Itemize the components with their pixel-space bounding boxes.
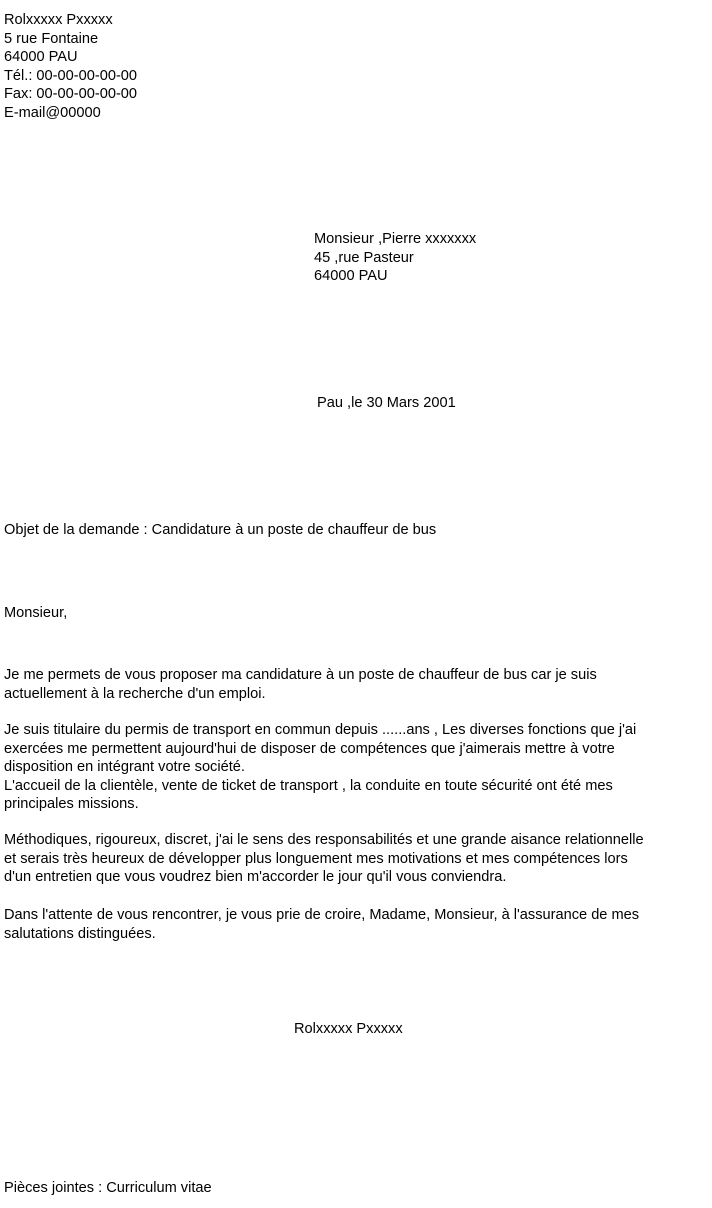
body-paragraph-1	[4, 666, 710, 703]
sender-address	[4, 11, 137, 123]
sender-fax: Fax: 00-00-00-00-00	[4, 86, 138, 103]
body-line: Dans l'attente de vous rencontrer, je vous prie de croire, Madame, Monsieur, à l'assurance de mes	[4, 907, 640, 923]
body-line: actuellement à la recherche d'un emploi.	[4, 685, 266, 702]
attachments-line: Pièces jointes : Curriculum vitae	[4, 1180, 212, 1196]
body-line: salutations distinguées.	[4, 925, 156, 942]
body-paragraph-2	[4, 721, 710, 814]
body-line: Je me permets de vous proposer ma candidature à un poste de chauffeur de bus car je suis	[4, 667, 597, 683]
recipient-street: 45 ,rue Pasteur	[314, 249, 414, 266]
body-line: principales missions.	[4, 796, 139, 813]
body-line: disposition en intégrant votre société.	[4, 759, 245, 776]
subject-line: Objet de la demande : Candidature à un poste de chauffeur de bus	[4, 522, 437, 538]
sender-city: 64000 PAU	[4, 49, 78, 66]
sender-email: E-mail@00000	[4, 104, 101, 121]
sender-name: Rolxxxxx Pxxxxx	[4, 12, 113, 28]
body-line: Méthodiques, rigoureux, discret, j'ai le sens des responsabilités et une grande aisance relationnelle	[4, 832, 644, 848]
sender-tel: Tél.: 00-00-00-00-00	[4, 67, 138, 84]
body-line: d'un entretien que vous voudrez bien m'accorder le jour qu'il vous conviendra.	[4, 869, 507, 886]
recipient-city: 64000 PAU	[314, 268, 388, 285]
body-paragraph-3	[4, 831, 710, 887]
body-line: Je suis titulaire du permis de transport en commun depuis ......ans , Les diverses fonctions que j'ai	[4, 722, 637, 738]
signature: Rolxxxxx Pxxxxx	[294, 1021, 403, 1037]
body-line: L'accueil de la clientèle, vente de ticket de transport , la conduite en toute sécurité ont été mes	[4, 777, 613, 794]
date-line: Pau ,le 30 Mars 2001	[317, 395, 456, 411]
body-line: exercées me permettent aujourd'hui de disposer de compétences que j'aimerais mettre à votre	[4, 740, 615, 757]
body-line: et serais très heureux de développer plus longuement mes motivations et mes compétences lors	[4, 850, 628, 867]
body-paragraph-4	[4, 906, 710, 943]
recipient-address	[314, 230, 476, 286]
recipient-name: Monsieur ,Pierre xxxxxxx	[314, 231, 477, 247]
sender-street: 5 rue Fontaine	[4, 30, 99, 47]
salutation: Monsieur,	[4, 605, 68, 621]
